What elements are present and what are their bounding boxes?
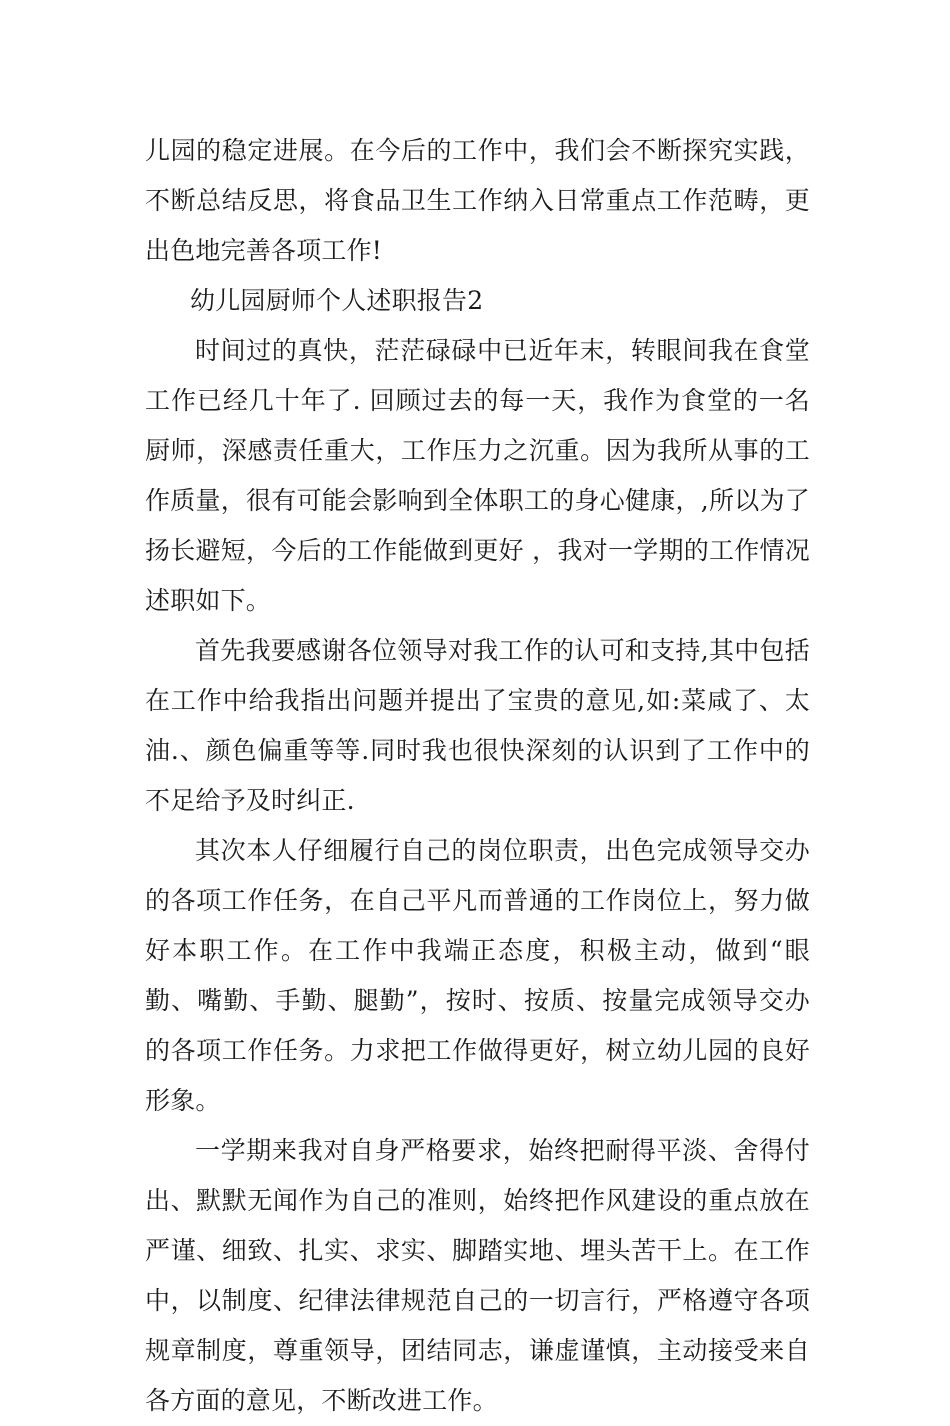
paragraph-continuation: 儿园的稳定进展。在今后的工作中，我们会不断探究实践，不断总结反思，将食品卫生工作纳入日常重点工作范畴，更出色地完善各项工作! [145, 136, 810, 265]
paragraph-duties: 其次本人仔细履行自己的岗位职责，出色完成领导交办的各项工作任务，在自己平凡而普通的工作岗位上，努力做好本职工作。在工作中我端正态度，积极主动，做到“眼勤、嘴勤、手勤、腿勤”，按时、按质、按量完成领导交办的各项工作任务。力求把工作做得更好，树立幼儿园的良好形象。 [145, 836, 810, 1115]
section-heading: 幼儿园厨师个人述职报告2 [190, 286, 484, 315]
paragraph-thanks: 首先我要感谢各位领导对我工作的认可和支持,其中包括在工作中给我指出问题并提出了宝贵的意见,如:菜咸了、太油.、颜色偏重等等.同时我也很快深刻的认识到了工作中的不足给予及时纠正. [145, 636, 810, 815]
document-body [145, 126, 810, 1426]
paragraph-intro: 时间过的真快，茫茫碌碌中已近年末，转眼间我在食堂工作已经几十年了. 回顾过去的每一天，我作为食堂的一名厨师，深感责任重大，工作压力之沉重。因为我所从事的工作质量，很有可能会影响到全体职工的身心健康，,所以为了扬长避短，今后的工作能做到更好 ，我对一学期的工作情况述职如下。 [145, 336, 810, 615]
paragraph-discipline: 一学期来我对自身严格要求，始终把耐得平淡、舍得付出、默默无闻作为自己的准则，始终把作风建设的重点放在严谨、细致、扎实、求实、脚踏实地、埋头苦干上。在工作中，以制度、纪律法律规范自己的一切言行，严格遵守各项规章制度，尊重领导，团结同志，谦虚谨慎，主动接受来自各方面的意见，不断改进工作。 [145, 1136, 810, 1415]
